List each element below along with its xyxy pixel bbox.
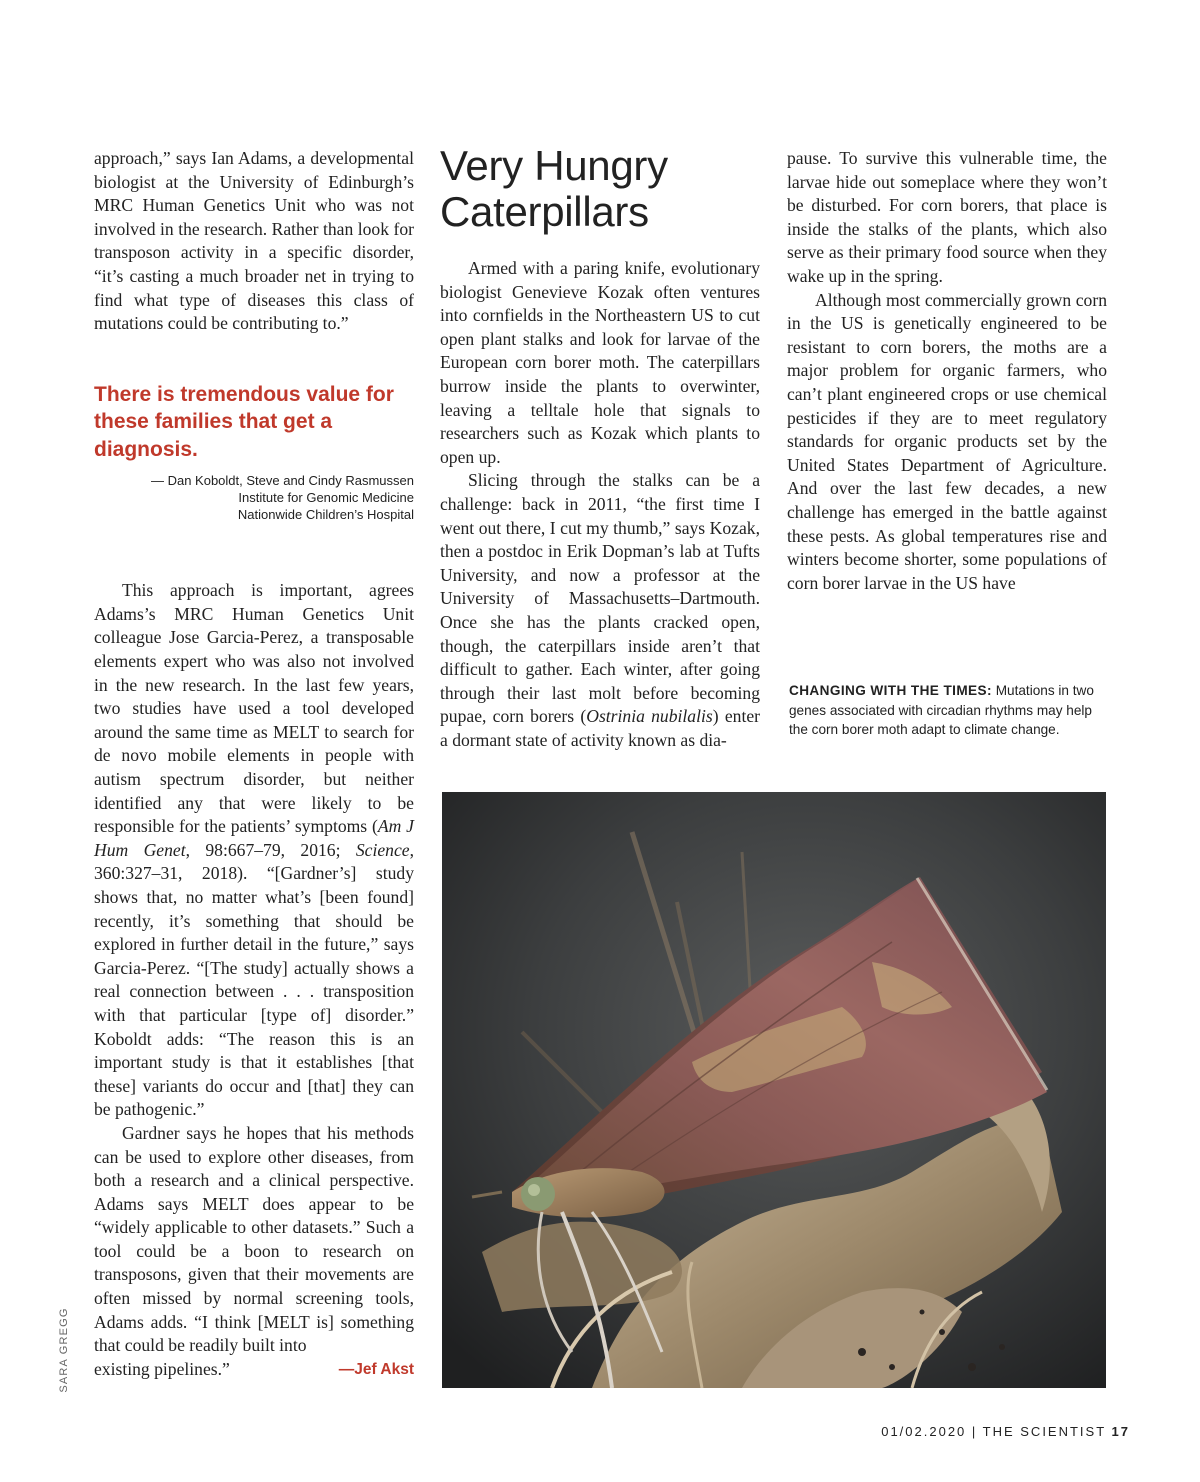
paragraph: Gardner says he hopes that his methods can be used to explore other diseases, from both a research and a clinical perspective. Adams says MELT does appear to be “widely applicable to other datasets.” Such a tool could be a boon to research on transposons, given that their movements are often missed by normal screening tools, Adams adds. “I think [MELT is] something that could be readily built into (94, 1122, 414, 1356)
paragraph: Armed with a paring knife, evolutionary biologist Genevieve Kozak often ventures into cornfields in the Northeastern US to cut open plant stalks and look for larvae of the European corn borer moth. The caterpillars burrow inside the plants to overwinter, leaving a telltale hole that signals to researchers such as Kozak which plants to open up. (440, 258, 760, 467)
headline-line: Very Hungry (440, 142, 668, 189)
moth-illustration (442, 792, 1106, 1388)
page-folio (881, 1424, 1130, 1439)
page-number: 17 (1111, 1424, 1130, 1439)
paragraph: approach,” says Ian Adams, a developmental biologist at the University of Edinburgh’s MRC Human Genetics Unit who was not involved in the research. Rather than look for transposon activity in a specific disorder, “it’s casting a much broader net in trying to find what type of diseases this class of mutations could be contributing to.” (94, 148, 414, 334)
column-1 (94, 147, 414, 1381)
photo-credit (57, 1307, 71, 1393)
column-3 (787, 147, 1107, 595)
journal-citation: Am J Hum Genet (94, 816, 414, 860)
attribution-line: — Dan Koboldt, Steve and Cindy Rasmussen (150, 473, 414, 489)
paragraph (440, 469, 760, 752)
attribution-line: Nationwide Children’s Hospital (237, 507, 414, 523)
journal-citation: Science (355, 839, 410, 860)
pull-quote-attribution (94, 472, 414, 523)
caption-text: Mutations in two genes associated with circadian rhythms may help the corn borer moth adapt to climate change. (789, 683, 1094, 737)
folio-issue: 01/02.2020 | THE SCIENTIST (881, 1424, 1112, 1439)
text-run: existing pipelines.” (94, 1358, 230, 1379)
paragraph: Although most commercially grown corn in the US is genetically engineered to be resistant to corn borers, the moths are a major problem for organic farmers, who can’t plant engineered crops or use chemical pesticides if they are to meet regulatory standards for organic products set by the United States Department of Agriculture. And over the last few decades, a new challenge has emerged in the battle against these pests. As global temperatures rise and winters become shorter, some populations of corn borer larvae in the US have (787, 289, 1107, 593)
pull-quote: There is tremendous value for these families that get a diagnosis. (94, 382, 394, 461)
photo-credit-text: SARA GREGG (58, 1307, 70, 1393)
article-headline (440, 143, 760, 235)
caption-label: CHANGING WITH THE TIMES: (789, 683, 992, 698)
text-run: , 360:327–31, 2018). “[Gardner’s] study shows that, no matter what’s [been found] recently, it’s something that should be explored in further detail in the future,” says Garcia-Perez. “[The study] actually shows a real connection between . . . transposition with that particular [type of] disorder.” Koboldt adds: “The reason this is an important study is that it establishes [that these] variants do occur and [that] they can be pathogenic.” (94, 839, 414, 1120)
species-name: Ostrinia nubilalis (586, 706, 713, 727)
text-run: This approach is important, agrees Adams’s MRC Human Genetics Unit colleague Jose Garcia-Perez, a transposable elements expert who was also not involved in the new research. In the last few years, two studies have used a tool developed around the same time as MELT to search for de novo mobile elements in people with autism spectrum disorder, but neither identified any that were likely to be responsible for the patients’ symptoms ( (94, 580, 414, 837)
moth-photo (442, 792, 1106, 1388)
paragraph: pause. To survive this vulnerable time, the larvae hide out someplace where they won’t be disturbed. For corn borers, that place is inside the stalks of the plants, which also serve as their primary food source when they wake up in the spring. (787, 148, 1107, 286)
text-run: Slicing through the stalks can be a challenge: back in 2011, “the first time I went out there, I cut my thumb,” says Kozak, then a postdoc in Erik Dopman’s lab at Tufts University, and now a professor at the University of Massachusetts–Dartmouth. Once she has the plants cracked open, though, the caterpillars inside aren’t that difficult to gather. Each winter, after going through their last molt before becoming pupae, corn borers ( (440, 470, 760, 727)
text-run: , 98:667–79, 2016; (185, 839, 356, 860)
attribution-line: Institute for Genomic Medicine (238, 490, 414, 506)
headline-line: Caterpillars (440, 188, 649, 235)
paragraph (94, 579, 414, 1122)
photo-caption (789, 681, 1105, 740)
closing-line (94, 1358, 414, 1382)
author-signoff: —Jef Akst (338, 1360, 414, 1378)
column-2 (440, 143, 760, 752)
text-run: ) enter a dormant state of activity known as dia- (440, 706, 760, 750)
